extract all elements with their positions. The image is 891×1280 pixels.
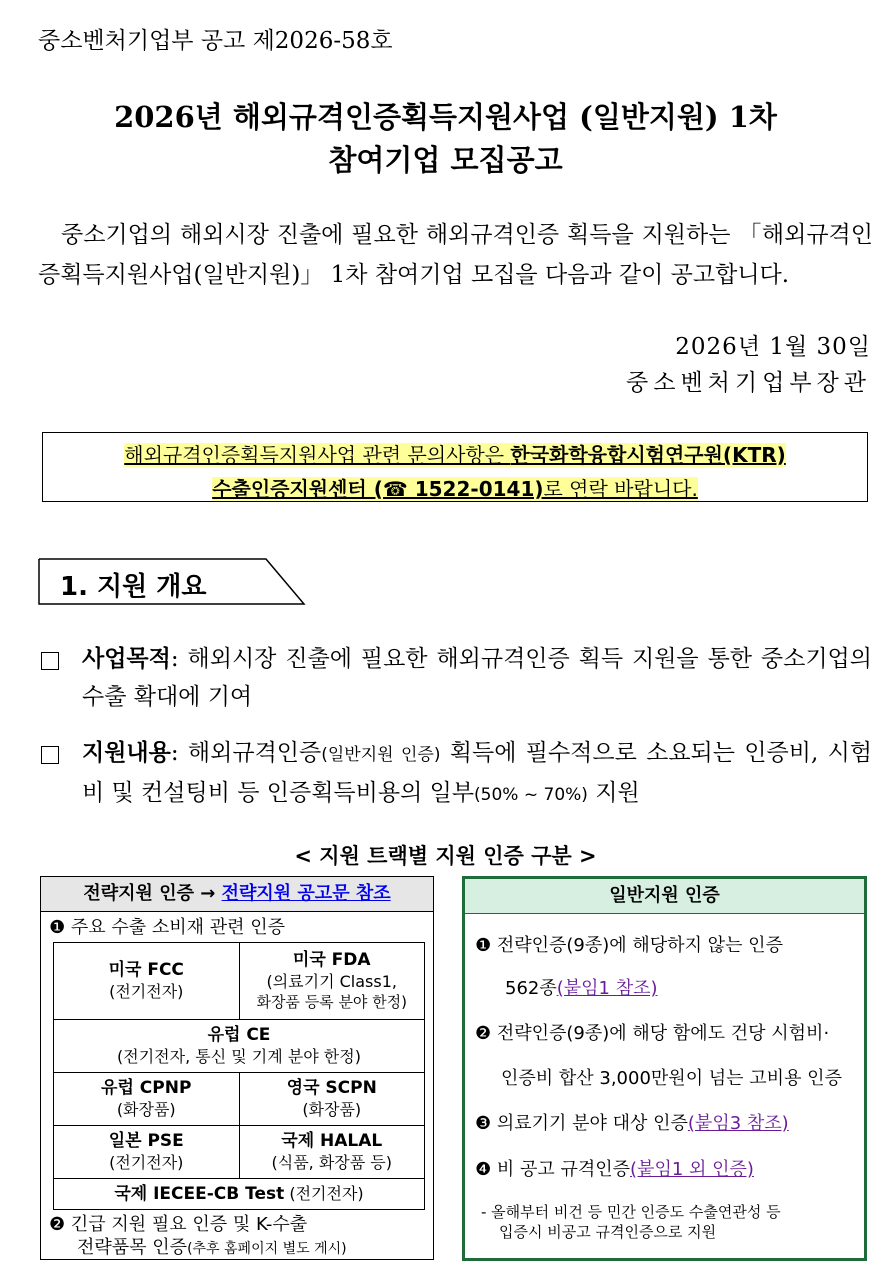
table-row	[54, 1179, 425, 1210]
strategic-item1: ❶ 주요 수출 소비재 관련 인증	[49, 917, 286, 938]
general-item2-line2: 인증비 합산 3,000만원이 넘는 고비용 인증	[501, 1068, 842, 1089]
cert-name: 미국 FCC	[108, 960, 184, 980]
annex3-link[interactable]: (붙임3 참조)	[687, 1113, 789, 1134]
cert-cell	[54, 1073, 240, 1126]
tracks-title: < 지원 트랙별 지원 인증 구분 >	[294, 844, 597, 868]
cert-cell	[239, 1073, 425, 1126]
intro-paragraph	[38, 215, 873, 295]
contact-prefix: 해외규격인증획득지원사업 관련 문의사항은	[124, 443, 511, 467]
contact-org: 한국화학융합시험연구원(KTR)	[510, 443, 786, 467]
general-item3-text: ❸ 의료기기 분야 대상 인증	[475, 1113, 688, 1134]
cert-cell	[239, 943, 425, 1020]
cert-cell	[239, 1126, 425, 1179]
cert-cell	[54, 1126, 240, 1179]
strategic-item2-line2	[77, 1233, 347, 1259]
purpose-label: 사업목적	[82, 646, 171, 672]
contact-center: 수출인증지원센터 (☎ 1522-0141)	[212, 477, 544, 501]
cert-note: (전기전자)	[109, 1153, 184, 1172]
general-note-line1: - 올해부터 비건 등 민간 인증도 수출연관성 등	[481, 1203, 781, 1221]
contact-suffix: 로 연락 바랍니다.	[543, 477, 698, 501]
strategic-item2-line1: ❷ 긴급 지원 필요 인증 및 K-수출	[49, 1214, 308, 1235]
cert-note: (전기전자)	[109, 982, 184, 1001]
general-item2-line1: ❷ 전략인증(9종)에 해당 함에도 건당 시험비·	[475, 1023, 830, 1044]
table-row	[54, 1126, 425, 1179]
content-ratio: (50% ~ 70%)	[474, 785, 588, 805]
table-row	[54, 1020, 425, 1073]
contact-line2	[43, 473, 867, 502]
page-title-line2: 참여기업 모집공고	[328, 143, 563, 177]
cert-name: 영국 SCPN	[286, 1078, 377, 1098]
cert-name: 유럽 CE	[207, 1025, 271, 1045]
strategic-track-label: 전략지원 인증 →	[83, 883, 222, 904]
cert-cell	[54, 943, 240, 1020]
cert-name: 국제 IECEE-CB Test	[114, 1184, 285, 1204]
section-header	[38, 558, 306, 606]
issuer: 중소벤처기업부장관	[626, 370, 871, 396]
table-row	[54, 943, 425, 1020]
annex1-link[interactable]: (붙임1 참조)	[556, 978, 658, 999]
notice-number: 중소벤처기업부 공고 제2026-58호	[38, 28, 393, 54]
general-item4-text: ❹ 비 공고 규격인증	[475, 1159, 631, 1180]
cert-name: 유럽 CPNP	[101, 1078, 192, 1098]
strategic-item2-text: 전략품목 인증	[77, 1237, 188, 1258]
cert-note: (화장품)	[302, 1100, 362, 1119]
strategic-track-header	[41, 877, 433, 912]
content-text: : 해외규격인증	[170, 740, 322, 766]
page-title-line1: 2026년 해외규격인증획득지원사업 (일반지원) 1차	[114, 100, 777, 134]
checkbox-icon	[41, 746, 59, 764]
cert-note: (전기전자)	[284, 1184, 364, 1203]
strategic-track-box	[40, 876, 434, 1260]
general-item4	[475, 1155, 754, 1181]
general-note-line2: 입증시 비공고 규격인증으로 지원	[499, 1223, 717, 1241]
intro-text: 중소기업의 해외시장 진출에 필요한 해외규격인증 획득을 지원하는 「해외규격인증획득지원사업(일반지원)」 1차 참여기업 모집을 다음과 같이 공고합니다.	[38, 222, 873, 288]
table-row	[54, 1073, 425, 1126]
cert-note: (전기전자, 통신 및 기계 분야 한정)	[117, 1047, 361, 1066]
notice-date: 2026년 1월 30일	[675, 334, 871, 360]
cert-note: (의료기기 Class1,	[266, 971, 397, 991]
section-title: 1. 지원 개요	[60, 572, 207, 602]
content-text-end: 지원	[587, 780, 640, 806]
content-text-cont: 획득에 필수적으로 소요되는 인증비, 시험비 및 컨설팅비 등 인증획득비용의 일부	[82, 740, 873, 806]
content-label: 지원내용	[82, 740, 171, 766]
general-item3	[475, 1109, 789, 1135]
general-item1-line1: ❶ 전략인증(9종)에 해당하지 않는 인증	[475, 935, 783, 956]
cert-note: (화장품)	[116, 1100, 176, 1119]
contact-box	[42, 432, 868, 502]
annex1-other-link[interactable]: (붙임1 외 인증)	[630, 1159, 754, 1180]
cert-table	[53, 942, 425, 1210]
general-item1-line2	[505, 974, 658, 1000]
general-track-box	[462, 876, 867, 1261]
purpose-text: : 해외시장 진출에 필요한 해외규격인증 획득 지원을 통한 중소기업의 수출 확대에 기여	[82, 646, 872, 710]
content-paragraph	[82, 734, 872, 814]
content-scope: (일반지원 인증)	[321, 745, 441, 765]
general-item1-count: 562종	[505, 978, 557, 999]
general-track-header: 일반지원 인증	[465, 879, 864, 914]
cert-cell	[54, 1179, 425, 1210]
cert-note: (식품, 화장품 등)	[271, 1153, 392, 1172]
checkbox-icon	[41, 652, 59, 670]
strategic-item2-note: (추후 홈페이지 별도 게시)	[187, 1241, 347, 1257]
cert-note: 화장품 등록 분야 한정)	[256, 992, 408, 1011]
strategic-notice-link[interactable]: 전략지원 공고문 참조	[221, 883, 391, 904]
contact-line1	[43, 439, 867, 468]
cert-cell	[54, 1020, 425, 1073]
cert-name: 미국 FDA	[292, 949, 371, 970]
cert-name: 일본 PSE	[108, 1131, 184, 1151]
purpose-paragraph	[82, 640, 872, 716]
cert-name: 국제 HALAL	[281, 1131, 383, 1151]
